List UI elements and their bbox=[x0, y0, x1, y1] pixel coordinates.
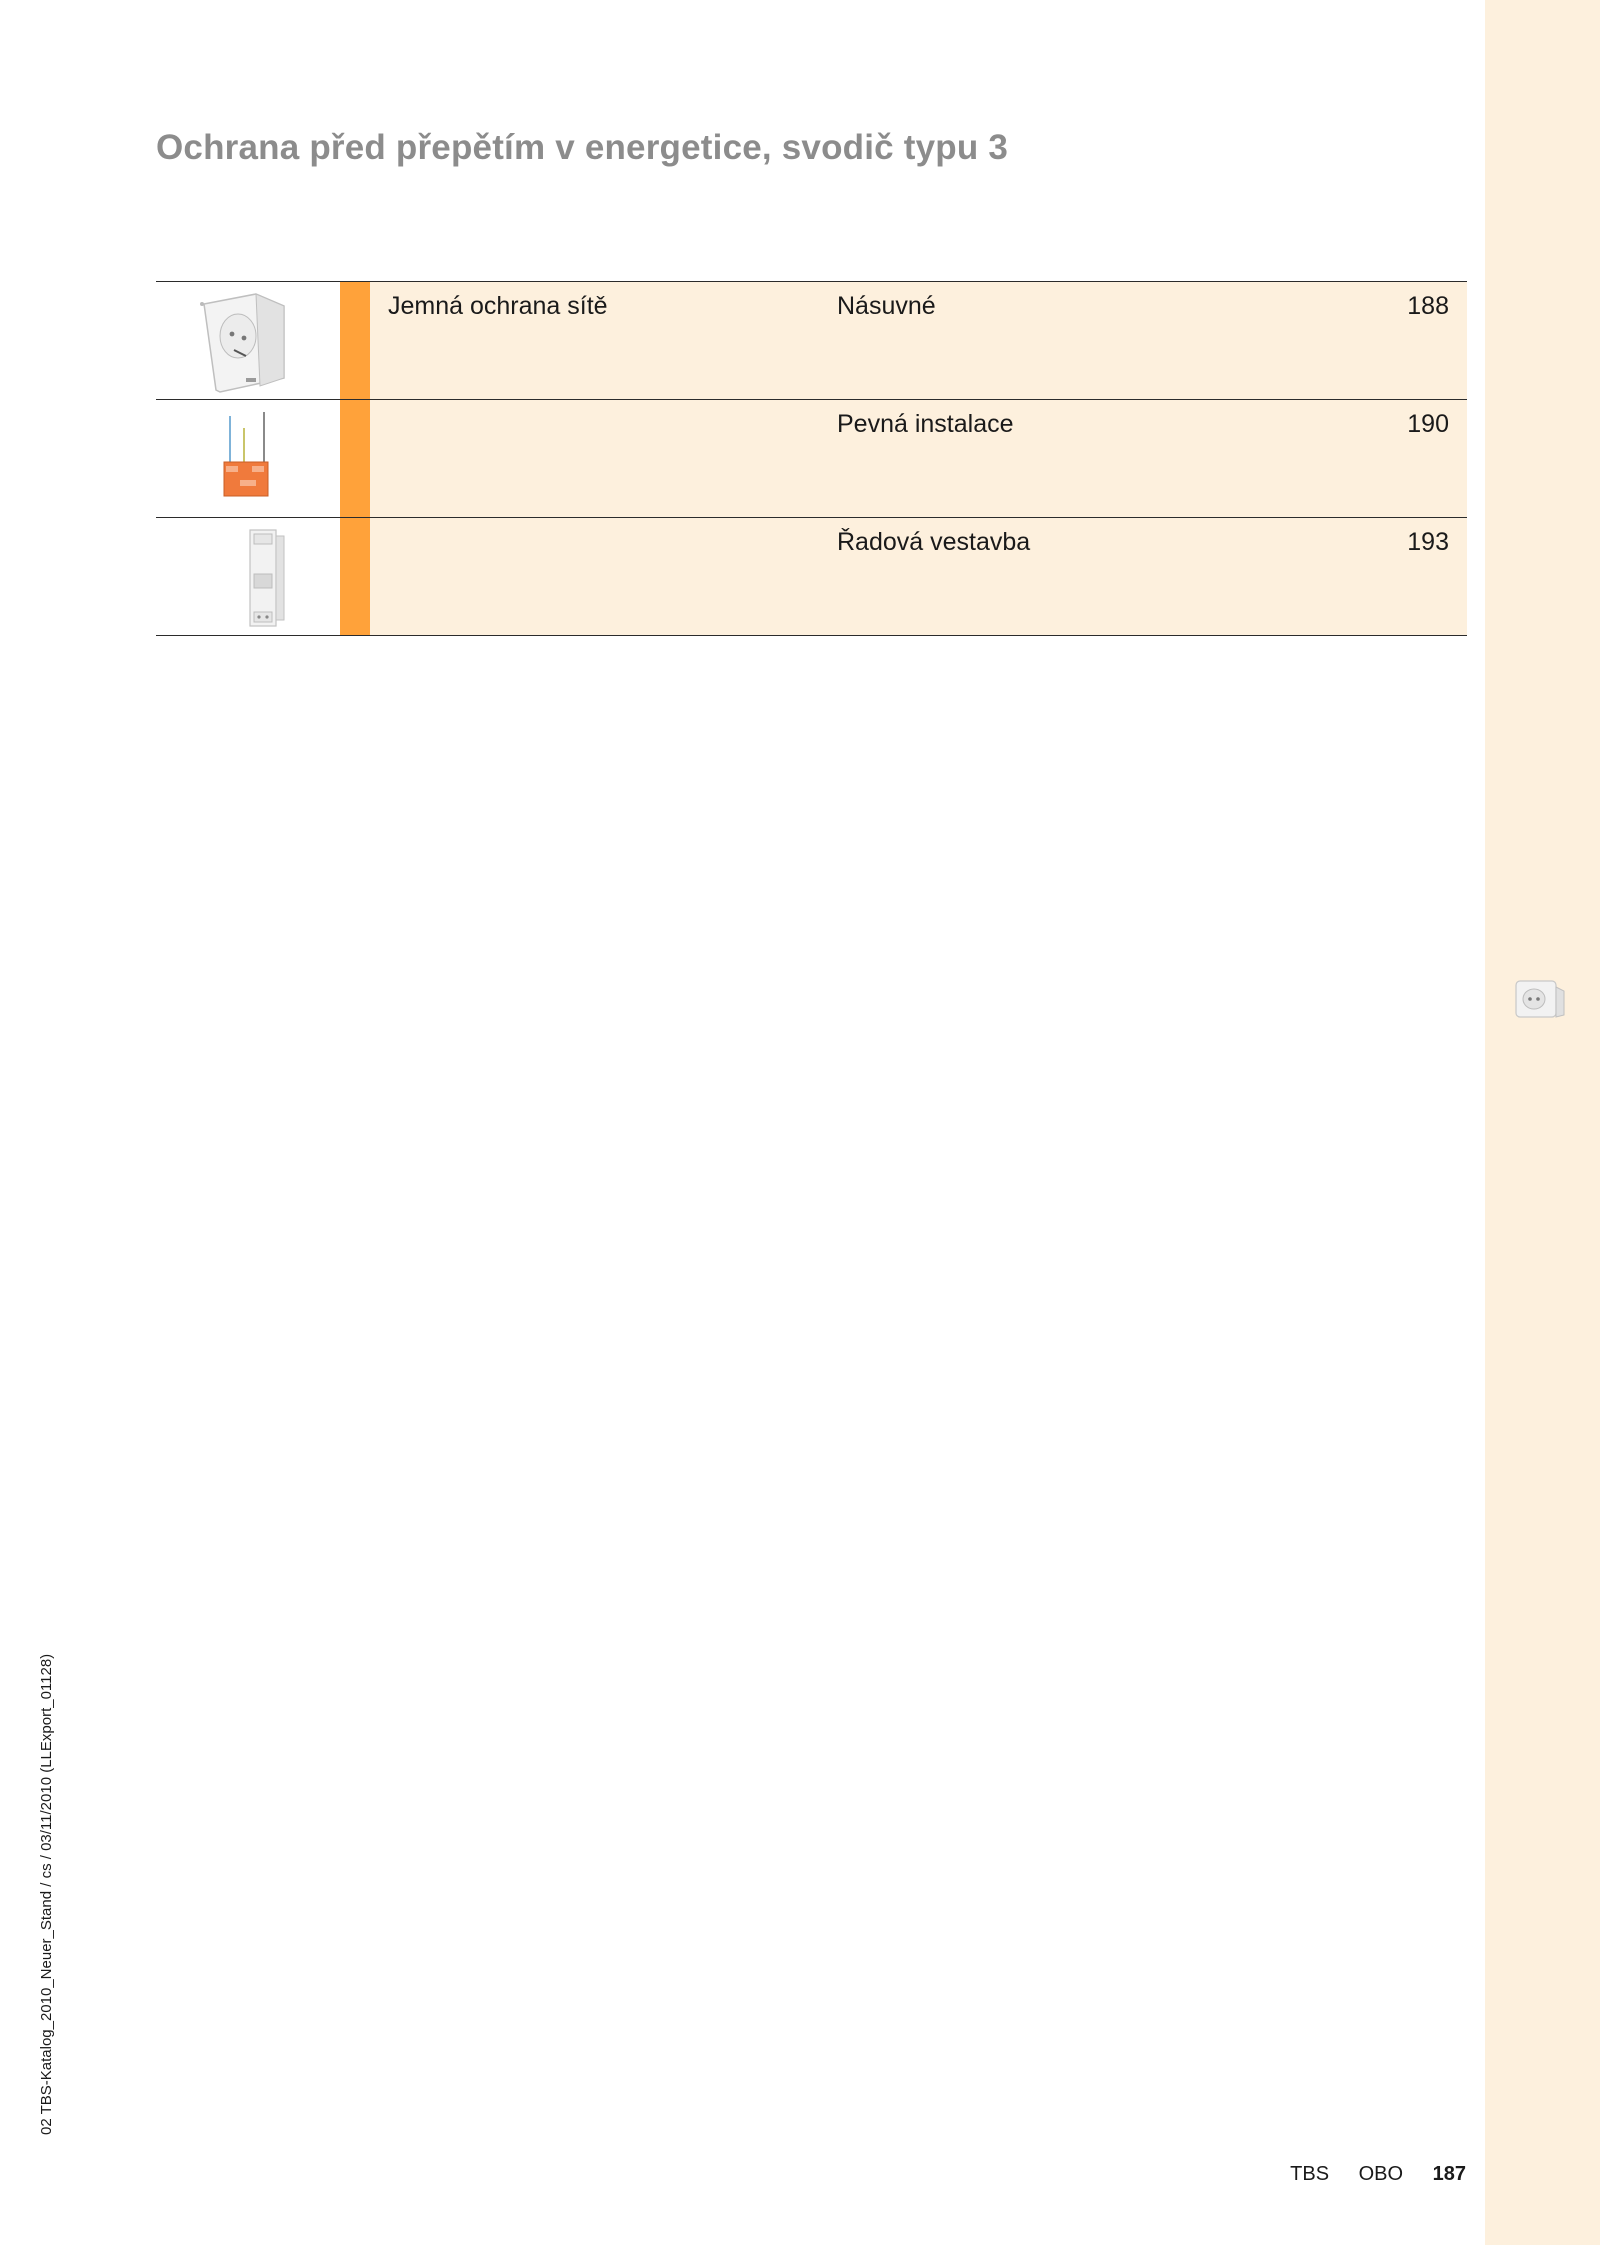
plug-socket-thumbnail-icon bbox=[1510, 975, 1568, 1027]
type-link[interactable]: Pevná instalace bbox=[837, 410, 1014, 438]
din-rail-module-icon bbox=[156, 518, 340, 635]
page-reference[interactable]: 190 bbox=[1407, 410, 1449, 438]
page-title: Ochrana před přepětím v energetice, svodič typu 3 bbox=[156, 128, 1009, 167]
plug-socket-surge-protector-icon bbox=[156, 282, 340, 399]
page-reference[interactable]: 193 bbox=[1407, 528, 1449, 556]
product-image bbox=[156, 282, 340, 399]
type-link[interactable]: Násuvné bbox=[837, 292, 936, 320]
accent-bar bbox=[340, 400, 370, 517]
table-row[interactable] bbox=[156, 400, 1467, 518]
product-table bbox=[156, 281, 1467, 636]
accent-bar bbox=[340, 282, 370, 399]
category-label: Jemná ochrana sítě bbox=[388, 292, 608, 320]
document-id-note: 02 TBS-Katalog_2010_Neuer_Stand / cs / 03/11/2010 (LLExport_01128) bbox=[38, 1653, 55, 2135]
table-row[interactable] bbox=[156, 282, 1467, 400]
page-number: 187 bbox=[1432, 2163, 1466, 2185]
side-strip bbox=[1485, 0, 1600, 2245]
product-image bbox=[156, 518, 340, 635]
fixed-install-module-icon bbox=[156, 400, 340, 517]
product-image bbox=[156, 400, 340, 517]
table-row[interactable] bbox=[156, 518, 1467, 636]
footer-section: TBS bbox=[1290, 2163, 1330, 2185]
accent-bar bbox=[340, 518, 370, 635]
type-link[interactable]: Řadová vestavba bbox=[837, 528, 1031, 556]
page-reference[interactable]: 188 bbox=[1407, 292, 1449, 320]
page-footer bbox=[1266, 2163, 1466, 2186]
footer-brand: OBO bbox=[1358, 2163, 1404, 2185]
